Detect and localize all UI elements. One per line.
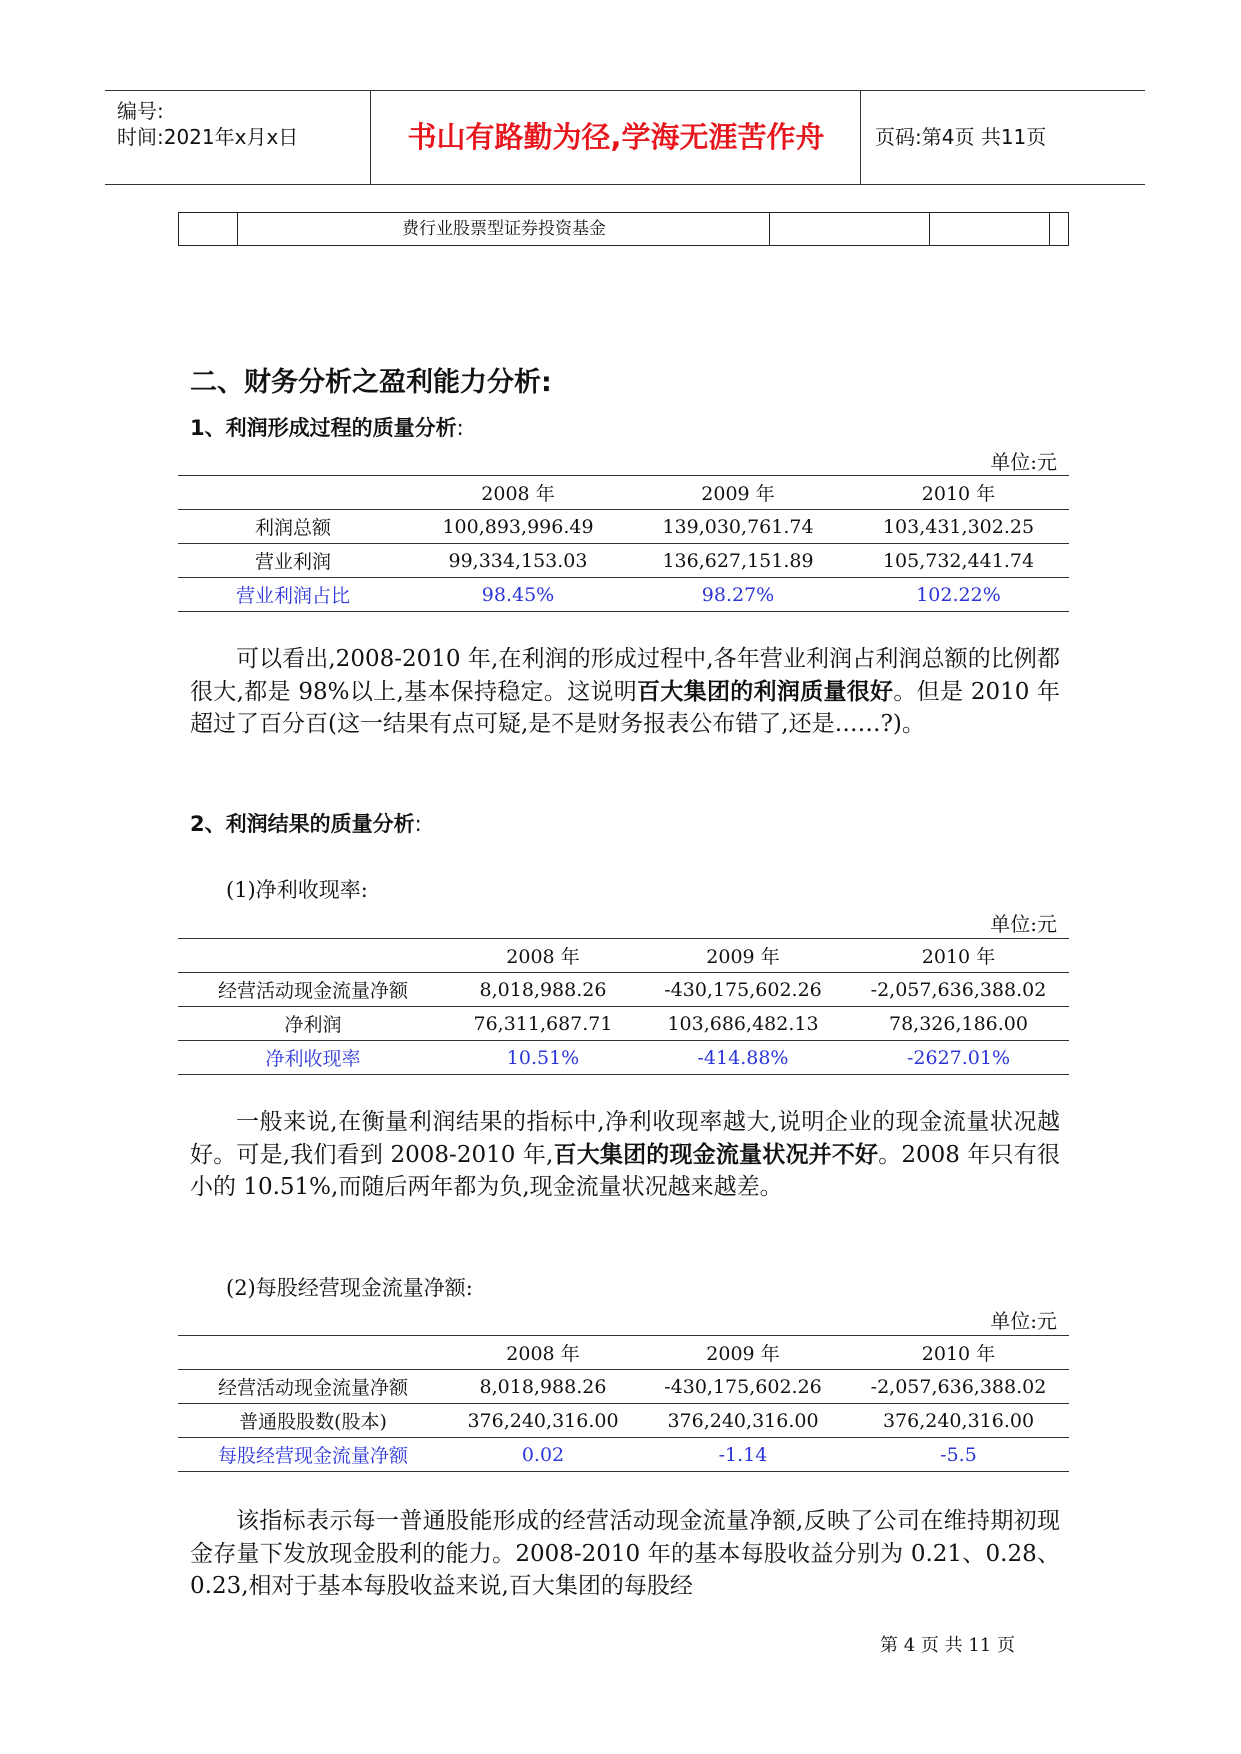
sub-item-title-1: (1)净利收现率: bbox=[226, 878, 368, 902]
analysis-paragraph-1 bbox=[190, 643, 1060, 741]
subsection-title-text: 2、利润结果的质量分析 bbox=[190, 812, 415, 836]
paragraph-text: 。但是 2010 年超过了百分百(这一结果有点可疑,是不是财务报表公布错了,还是……?)。 bbox=[190, 678, 1060, 737]
analysis-paragraph-2 bbox=[190, 1106, 1060, 1204]
table-header-row bbox=[178, 939, 1069, 973]
header-page-label: 页码:第4页 共11页 bbox=[875, 125, 1047, 149]
table-header-cell bbox=[178, 1336, 448, 1370]
fragment-row-text: 费行业股票型证券投资基金 bbox=[402, 219, 606, 239]
table-cell: -2,057,636,388.02 bbox=[848, 973, 1069, 1007]
analysis-paragraph-3: 该指标表示每一普通股能形成的经营活动现金流量净额,反映了公司在维持期初现金存量下发放现金股利的能力。2008-2010 年的基本每股收益分别为 0.21、0.28、0.23,相对于基本每股收益来说,百大集团的每股经 bbox=[190, 1508, 1060, 1599]
table-header-cell: 2009 年 bbox=[638, 939, 848, 973]
table-row bbox=[178, 1370, 1069, 1404]
table-cell: -430,175,602.26 bbox=[638, 1370, 848, 1404]
subsection-title-1 bbox=[190, 412, 464, 442]
table-cell: -1.14 bbox=[638, 1438, 848, 1472]
table-cell: 376,240,316.00 bbox=[638, 1404, 848, 1438]
table-cell: 98.27% bbox=[628, 578, 848, 612]
table-header-cell: 2010 年 bbox=[848, 476, 1069, 510]
table-cell: -430,175,602.26 bbox=[638, 973, 848, 1007]
table-cell: -2,057,636,388.02 bbox=[848, 1370, 1069, 1404]
subsection-title-colon: : bbox=[456, 416, 464, 440]
table-cell: 经营活动现金流量净额 bbox=[178, 1370, 448, 1404]
table-cell: 0.02 bbox=[448, 1438, 638, 1472]
subsection-title-colon: : bbox=[414, 812, 422, 836]
table-cell: 102.22% bbox=[848, 578, 1069, 612]
header-divider bbox=[860, 91, 861, 184]
table-row bbox=[178, 510, 1069, 544]
table-cell-divider bbox=[237, 213, 238, 245]
table-cell: -2627.01% bbox=[848, 1041, 1069, 1075]
header-motto: 书山有路勤为径,学海无涯苦作舟 bbox=[407, 120, 825, 154]
table-cell: 136,627,151.89 bbox=[628, 544, 848, 578]
table-row bbox=[178, 973, 1069, 1007]
sub-item-title-2: (2)每股经营现金流量净额: bbox=[226, 1276, 473, 1300]
paragraph-text: 可以看出,2008-2010 年,在利润的形成过程中,各年营业利润占利润总额的比例都很大,都是 98%以上,基本保持稳定。这说明 bbox=[190, 646, 1060, 705]
page-header bbox=[105, 90, 1145, 185]
header-divider bbox=[370, 91, 371, 184]
table-cell-divider bbox=[1049, 213, 1050, 245]
table-cell: 营业利润占比 bbox=[178, 578, 408, 612]
table-cell: 普通股股数(股本) bbox=[178, 1404, 448, 1438]
per-share-cashflow-table bbox=[178, 1335, 1069, 1472]
profit-formation-table bbox=[178, 475, 1069, 612]
table-cell: -5.5 bbox=[848, 1438, 1069, 1472]
table-header-cell: 2010 年 bbox=[848, 1336, 1069, 1370]
table-cell: 利润总额 bbox=[178, 510, 408, 544]
table-cell: 376,240,316.00 bbox=[848, 1404, 1069, 1438]
table-header-cell: 2008 年 bbox=[408, 476, 628, 510]
table-cell-divider bbox=[929, 213, 930, 245]
table-cell-divider bbox=[769, 213, 770, 245]
table-cell: 103,431,302.25 bbox=[848, 510, 1069, 544]
table-cell: 10.51% bbox=[448, 1041, 638, 1075]
table-row-highlight bbox=[178, 1041, 1069, 1075]
table-header-row bbox=[178, 1336, 1069, 1370]
table-cell: 净利润 bbox=[178, 1007, 448, 1041]
table-cell: 139,030,761.74 bbox=[628, 510, 848, 544]
table-cell: -414.88% bbox=[638, 1041, 848, 1075]
table-cell: 105,732,441.74 bbox=[848, 544, 1069, 578]
paragraph-text: 一般来说,在衡量利润结果的指标中,净利收现率越大,说明企业的现金流量状况越好。可是,我们看到 2008-2010 年, bbox=[190, 1109, 1060, 1168]
table-cell: 净利收现率 bbox=[178, 1041, 448, 1075]
table-cell: 98.45% bbox=[408, 578, 628, 612]
table-header-cell: 2008 年 bbox=[448, 1336, 638, 1370]
table-header-cell: 2009 年 bbox=[628, 476, 848, 510]
table-cell: 每股经营现金流量净额 bbox=[178, 1438, 448, 1472]
subsection-title-text: 1、利润形成过程的质量分析 bbox=[190, 416, 457, 440]
subsection-title-2 bbox=[190, 808, 422, 838]
header-time-label: 时间:2021年x月x日 bbox=[117, 125, 299, 149]
paragraph-bold-text: 百大集团的现金流量状况并不好 bbox=[553, 1141, 879, 1168]
unit-label: 单位:元 bbox=[990, 450, 1057, 474]
table-cell: 8,018,988.26 bbox=[448, 973, 638, 1007]
paragraph-bold-text: 百大集团的利润质量很好 bbox=[637, 678, 894, 705]
table-cell: 76,311,687.71 bbox=[448, 1007, 638, 1041]
table-cell: 100,893,996.49 bbox=[408, 510, 628, 544]
table-row-highlight bbox=[178, 1438, 1069, 1472]
unit-label: 单位:元 bbox=[990, 912, 1057, 936]
table-cell: 经营活动现金流量净额 bbox=[178, 973, 448, 1007]
table-cell: 99,334,153.03 bbox=[408, 544, 628, 578]
table-row-highlight bbox=[178, 578, 1069, 612]
table-header-cell: 2010 年 bbox=[848, 939, 1069, 973]
table-row bbox=[178, 1007, 1069, 1041]
table-header-cell: 2009 年 bbox=[638, 1336, 848, 1370]
table-cell: 376,240,316.00 bbox=[448, 1404, 638, 1438]
table-header-cell: 2008 年 bbox=[448, 939, 638, 973]
table-header-row bbox=[178, 476, 1069, 510]
section-title: 二、财务分析之盈利能力分析: bbox=[190, 367, 552, 398]
page-footer: 第 4 页 共 11 页 bbox=[880, 1635, 1015, 1656]
table-row bbox=[178, 544, 1069, 578]
table-cell: 103,686,482.13 bbox=[638, 1007, 848, 1041]
table-cell: 营业利润 bbox=[178, 544, 408, 578]
unit-label: 单位:元 bbox=[990, 1309, 1057, 1333]
table-header-cell bbox=[178, 939, 448, 973]
table-cell: 78,326,186.00 bbox=[848, 1007, 1069, 1041]
table-header-cell bbox=[178, 476, 408, 510]
cash-realization-table bbox=[178, 938, 1069, 1075]
fragment-table-row bbox=[178, 212, 1069, 246]
header-number-label: 编号: bbox=[117, 99, 164, 123]
table-row bbox=[178, 1404, 1069, 1438]
table-cell: 8,018,988.26 bbox=[448, 1370, 638, 1404]
header-meta bbox=[105, 91, 370, 184]
paragraph-text: 。2008 年只有很小的 10.51%,而随后两年都为负,现金流量状况越来越差。 bbox=[190, 1141, 1060, 1200]
